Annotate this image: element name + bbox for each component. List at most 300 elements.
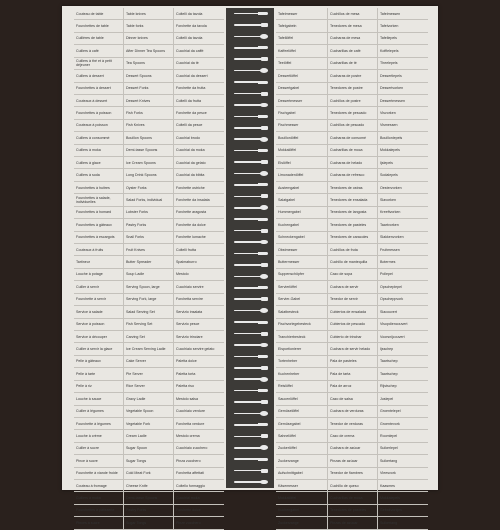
right-cell: Obstmesser bbox=[276, 244, 328, 255]
fork-icon bbox=[234, 58, 266, 60]
right-cell: Cuchillos de mesa bbox=[328, 8, 378, 19]
left-cell: Tea Spoons bbox=[124, 58, 174, 69]
right-cell: Cuchillo de mantequilla bbox=[328, 256, 378, 267]
left-cell: Serving Spoon, large bbox=[124, 281, 174, 292]
right-cell: Tenedores de mesa bbox=[328, 20, 378, 31]
left-table-row bbox=[74, 232, 224, 244]
left-cell: Fourchettes à dessert bbox=[74, 83, 124, 94]
right-cell: Buttermesser bbox=[276, 256, 328, 267]
right-table-row bbox=[276, 83, 428, 95]
left-table-row bbox=[74, 120, 224, 132]
left-cell: Pinze zucchero bbox=[176, 520, 201, 525]
knife-icon bbox=[234, 458, 266, 460]
right-cell: Gebakvorkjes bbox=[380, 508, 402, 513]
left-cell: Forchette dolce bbox=[176, 508, 201, 513]
right-cell: Tafelmessen bbox=[380, 11, 401, 16]
right-cell: Cubiertos de pescado bbox=[328, 319, 378, 330]
right-table-row bbox=[276, 58, 428, 70]
fork-icon bbox=[234, 401, 266, 403]
right-cell: Koffielepels bbox=[380, 48, 399, 53]
right-cell: Salatgabel bbox=[276, 194, 328, 205]
left-cell: Dessert Spoons bbox=[124, 70, 174, 81]
right-cell: Mokkalöffel bbox=[276, 145, 328, 156]
right-table-row bbox=[276, 120, 428, 132]
left-cell: Forchette da dolce bbox=[176, 222, 206, 227]
left-table-row bbox=[74, 8, 224, 20]
left-cell: Butter Spreader bbox=[124, 256, 174, 267]
right-table bbox=[276, 8, 428, 530]
right-cell: Kuchengabel bbox=[276, 505, 328, 516]
left-cell: Table forks bbox=[124, 20, 174, 31]
right-cell: Cucharillas de té bbox=[328, 58, 378, 69]
fork-icon bbox=[234, 230, 266, 232]
right-table-row bbox=[276, 455, 428, 467]
right-cell: Dessertvorken bbox=[380, 86, 404, 91]
left-cell: Ice Cream Spoons bbox=[124, 157, 174, 168]
left-cell: Fruit Knives bbox=[124, 244, 174, 255]
spoon-icon bbox=[234, 104, 266, 106]
right-cell: Tenedores de postre bbox=[328, 83, 378, 94]
left-table-row bbox=[74, 331, 224, 343]
left-cell: Cuillers à consommé bbox=[74, 132, 124, 143]
knife-icon bbox=[234, 253, 266, 255]
spoon-icon bbox=[234, 310, 266, 312]
right-cell: Cuchillos de pescado bbox=[328, 120, 378, 131]
right-table-row bbox=[276, 306, 428, 318]
right-table-row bbox=[276, 232, 428, 244]
knife-icon bbox=[234, 81, 266, 83]
right-cell: Groentevork bbox=[380, 421, 400, 426]
right-table-row bbox=[276, 319, 428, 331]
right-cell: Cuchillos de fruta bbox=[328, 244, 378, 255]
right-table-row bbox=[276, 381, 428, 393]
right-table-row bbox=[276, 20, 428, 32]
right-cell: Cuchara de verduras bbox=[328, 406, 378, 417]
left-table-row bbox=[74, 368, 224, 380]
left-table-row bbox=[74, 256, 224, 268]
right-cell: Bouillonlöffel bbox=[276, 132, 328, 143]
spoon-icon bbox=[234, 138, 266, 140]
left-cell: Paletta torta bbox=[176, 371, 196, 376]
spoon-icon bbox=[234, 344, 266, 346]
right-cell: Pala de tarta bbox=[328, 368, 378, 379]
right-cell: Zuckerzange bbox=[276, 517, 328, 528]
left-cell: Fourchettes à homard bbox=[74, 207, 124, 218]
right-cell: Cuchara de servir bbox=[328, 281, 378, 292]
left-cell: Rice Server bbox=[124, 381, 174, 392]
left-cell: Dessert Forks bbox=[124, 83, 174, 94]
left-cell: Lobster Forks bbox=[124, 207, 174, 218]
left-cell: Pinces à sucre bbox=[74, 517, 124, 528]
fork-icon bbox=[234, 196, 266, 198]
left-cell: Pelle à gâteaux bbox=[74, 356, 124, 367]
right-cell: Mokkalepels bbox=[380, 148, 400, 153]
left-cell: Cucchiai da caffè bbox=[176, 48, 204, 53]
right-cell: Aufschnittgabel bbox=[276, 468, 328, 479]
left-cell: Tartineur bbox=[74, 256, 124, 267]
left-cell: Louche à sauce bbox=[74, 393, 124, 404]
right-table-row bbox=[276, 70, 428, 82]
left-cell: Fourchette à servir bbox=[74, 294, 124, 305]
right-cell: Dessertlepels bbox=[380, 73, 402, 78]
right-cell: Fruitmessen bbox=[380, 247, 400, 252]
left-table-row bbox=[74, 294, 224, 306]
left-cell: Long Drink Spoons bbox=[124, 169, 174, 180]
left-table-row bbox=[74, 145, 224, 157]
left-cell: Fourchettes à gâteaux bbox=[74, 219, 124, 230]
right-cell: Tenedores de langosta bbox=[328, 207, 378, 218]
left-cell: Forchette ostriche bbox=[176, 185, 205, 190]
right-cell: Zuckerlöffel bbox=[276, 443, 328, 454]
right-cell: Suikerlepel bbox=[380, 446, 398, 451]
left-cell: Fourchettes à huitres bbox=[74, 182, 124, 193]
right-table-row bbox=[276, 468, 428, 480]
left-cell: Coltello formaggio bbox=[176, 483, 205, 488]
right-cell: Suppenschöpfer bbox=[276, 269, 328, 280]
right-table-row bbox=[276, 182, 428, 194]
fork-icon bbox=[234, 93, 266, 95]
left-table-row bbox=[74, 281, 224, 293]
left-table-row bbox=[74, 381, 224, 393]
left-cell: Spalmaburro bbox=[176, 260, 197, 265]
left-cell: After Dinner Tea Spoons bbox=[124, 45, 174, 56]
left-cell: Paletta riso bbox=[176, 384, 194, 389]
right-cell: Kaasmes bbox=[380, 483, 395, 488]
left-cell: Servizio pesce bbox=[176, 322, 200, 327]
left-cell: Cucchiai da dessert bbox=[176, 73, 208, 78]
left-cell: Vegetable Spoon bbox=[124, 406, 174, 417]
left-cell: Bouillon Spoons bbox=[124, 132, 174, 143]
knife-icon bbox=[234, 184, 266, 186]
right-table-row bbox=[276, 169, 428, 181]
right-cell: Teelöffel bbox=[276, 58, 328, 69]
right-cell: Servierlöffel bbox=[276, 281, 328, 292]
left-cell: Mestolo salsa bbox=[176, 396, 198, 401]
right-cell: Saucenlöffel bbox=[276, 393, 328, 404]
right-cell: Tafelmesser bbox=[276, 8, 328, 19]
left-cell: Servizio insalata bbox=[176, 309, 203, 314]
left-table-row bbox=[74, 468, 224, 480]
right-cell: Kuchengabel bbox=[276, 219, 328, 230]
left-cell: Cuillers à glace bbox=[74, 157, 124, 168]
right-cell: Austerngabel bbox=[276, 182, 328, 193]
right-table-row bbox=[276, 157, 428, 169]
right-cell: Tenedor de fiambres bbox=[328, 468, 378, 479]
right-table-row bbox=[276, 331, 428, 343]
right-cell: Käsemesser bbox=[276, 480, 328, 491]
left-cell: Couteaux à fruits bbox=[74, 244, 124, 255]
right-table-row bbox=[276, 356, 428, 368]
left-cell: Pastry Forks bbox=[124, 505, 174, 516]
right-cell: Opscheplepel bbox=[380, 284, 402, 289]
right-cell: Slakkenvorken bbox=[380, 235, 404, 240]
left-cell: Cuillers à dessert bbox=[74, 70, 124, 81]
right-cell: Tenedores de pasteles bbox=[328, 219, 378, 230]
right-table-row bbox=[276, 294, 428, 306]
left-cell: Cucchiaio zucchero bbox=[176, 446, 208, 451]
left-cell: Cuillers à moka bbox=[74, 145, 124, 156]
left-table-row bbox=[74, 157, 224, 169]
left-table-row bbox=[74, 132, 224, 144]
right-table-row bbox=[276, 343, 428, 355]
right-table-row bbox=[276, 517, 428, 529]
right-cell: Visvorken bbox=[380, 110, 396, 115]
right-cell: Kreeftvorken bbox=[380, 210, 401, 215]
right-table-row bbox=[276, 95, 428, 107]
right-cell: Gemüselöffel bbox=[276, 406, 328, 417]
right-cell: Tenedores de ostras bbox=[328, 182, 378, 193]
right-cell: Limonadenlöffel bbox=[276, 169, 328, 180]
left-cell: Serving Fork, large bbox=[124, 294, 174, 305]
left-table-row bbox=[74, 269, 224, 281]
left-cell: Coltelli da tavola bbox=[176, 36, 203, 41]
left-cell: Sugar Tongs bbox=[124, 455, 174, 466]
right-table-row bbox=[276, 207, 428, 219]
knife-icon bbox=[234, 150, 266, 152]
left-table-row bbox=[74, 418, 224, 430]
left-table-row bbox=[74, 356, 224, 368]
right-cell: Fischvorlegebesteck bbox=[276, 319, 328, 330]
left-cell: Fish Knives bbox=[124, 120, 174, 131]
left-cell: Service à poisson bbox=[74, 319, 124, 330]
right-cell: Tenedor de servir bbox=[328, 294, 378, 305]
right-cell: Cazo de crema bbox=[328, 430, 378, 441]
left-cell: Pie Server bbox=[124, 368, 174, 379]
right-cell: Fischmesser bbox=[276, 120, 328, 131]
left-cell: Couteau de table bbox=[74, 8, 124, 19]
left-table-row bbox=[74, 95, 224, 107]
right-cell: Kaffeelöffel bbox=[276, 45, 328, 56]
right-table-row bbox=[276, 219, 428, 231]
right-table-row bbox=[276, 443, 428, 455]
right-table-row bbox=[276, 281, 428, 293]
right-cell: Cucharas de helado bbox=[328, 157, 378, 168]
left-table-row bbox=[74, 219, 224, 231]
right-table-row bbox=[276, 8, 428, 20]
left-cell: Forchette da tavola bbox=[176, 24, 207, 29]
cutlery-chart-poster bbox=[62, 6, 438, 525]
right-cell: Dessertgabel bbox=[276, 83, 328, 94]
left-cell: Mestolo crema bbox=[176, 433, 200, 438]
left-cell: Forchette da pesce bbox=[176, 110, 207, 115]
left-cell: Pastry Forks bbox=[124, 219, 174, 230]
fork-icon bbox=[234, 333, 266, 335]
left-cell: Sugar Spoon bbox=[124, 443, 174, 454]
left-cell: Sugar Tongs bbox=[124, 517, 174, 528]
right-cell: Cuchara de azúcar bbox=[328, 443, 378, 454]
left-cell: Forchette lumache bbox=[176, 235, 206, 240]
left-cell: Fourchettes de table bbox=[74, 20, 124, 31]
right-cell: Cubierto de trinchar bbox=[328, 331, 378, 342]
spoon-icon bbox=[234, 241, 266, 243]
left-cell: Couteau à fromage bbox=[74, 480, 124, 491]
knife-icon bbox=[234, 390, 266, 392]
right-cell: Sodalepels bbox=[380, 173, 398, 178]
right-table-row bbox=[276, 256, 428, 268]
left-cell: Cuiller à servir bbox=[74, 281, 124, 292]
right-cell: Ijslepels bbox=[380, 160, 393, 165]
fork-icon bbox=[234, 367, 266, 369]
spoon-icon bbox=[234, 413, 266, 415]
left-cell: Cucchiai da gelato bbox=[176, 160, 206, 165]
left-cell: Coltelli frutta bbox=[176, 247, 196, 252]
right-cell: Dessertmesser bbox=[276, 95, 328, 106]
right-cell: Tafellöffel bbox=[276, 33, 328, 44]
left-table-row bbox=[74, 182, 224, 194]
left-cell: Pinza zucchero bbox=[176, 458, 201, 463]
right-table-row bbox=[276, 269, 428, 281]
right-cell: Taartvorken bbox=[380, 222, 399, 227]
right-cell: Pala de pasteles bbox=[328, 356, 378, 367]
right-cell: Roomlepel bbox=[380, 433, 398, 438]
left-cell: Service à salade bbox=[74, 306, 124, 317]
right-cell: Servier-Gabel bbox=[276, 294, 328, 305]
right-cell: Salatbesteck bbox=[276, 306, 328, 317]
spoon-icon bbox=[234, 36, 266, 38]
left-cell: Pince à sucre bbox=[74, 455, 124, 466]
left-table-row bbox=[74, 83, 224, 95]
left-table-row bbox=[74, 169, 224, 181]
right-cell: Cuchillos de postre bbox=[328, 95, 378, 106]
right-table-row bbox=[276, 132, 428, 144]
right-cell: Rijstschep bbox=[380, 384, 397, 389]
left-cell: Pelle à riz bbox=[74, 381, 124, 392]
left-table-row bbox=[74, 505, 224, 517]
right-cell: Cuchillo de queso bbox=[328, 480, 378, 491]
spoon-icon bbox=[234, 276, 266, 278]
left-cell: Cucchiaio verdure bbox=[176, 409, 205, 414]
cutlery-illustration-stripe bbox=[226, 8, 274, 488]
right-cell: Oestervorken bbox=[380, 185, 402, 190]
left-cell: Cuillers à moka bbox=[74, 492, 124, 503]
left-cell: Forchette da insalata bbox=[176, 197, 210, 202]
right-table-row bbox=[276, 107, 428, 119]
right-cell: Pinzas de azúcar bbox=[328, 455, 378, 466]
right-table-row bbox=[276, 480, 428, 492]
right-table-row bbox=[276, 244, 428, 256]
left-cell: Cuiller à légumes bbox=[74, 406, 124, 417]
right-cell: Kuchenheber bbox=[276, 368, 328, 379]
right-cell: Hummergabel bbox=[276, 207, 328, 218]
left-cell: Cuillers à soda bbox=[74, 169, 124, 180]
left-cell: Soup Ladle bbox=[124, 269, 174, 280]
right-cell: Vleesvork bbox=[380, 471, 396, 476]
right-cell: Cuchara de servir helado bbox=[328, 343, 378, 354]
left-cell: Fourchettes à poisson bbox=[74, 107, 124, 118]
left-table-row bbox=[74, 393, 224, 405]
knife-icon bbox=[234, 424, 266, 426]
left-table-row bbox=[74, 244, 224, 256]
right-cell: Voorsnijcouvert bbox=[380, 334, 405, 339]
right-cell: Cucharas de consomé bbox=[328, 132, 378, 143]
left-table-row bbox=[74, 194, 224, 206]
left-cell: Cuillères de table bbox=[74, 33, 124, 44]
right-cell: Slacouvert bbox=[380, 309, 397, 314]
fork-icon bbox=[234, 24, 266, 26]
left-cell: Vegetable Fork bbox=[124, 418, 174, 429]
left-cell: Demi-tasse Spoons bbox=[124, 145, 174, 156]
spoon-icon bbox=[234, 207, 266, 209]
left-cell: Cucchiaio servire bbox=[176, 284, 204, 289]
left-cell: Forchetta verdure bbox=[176, 421, 205, 426]
right-cell: Slavorken bbox=[380, 197, 396, 202]
right-cell: Cucharillas de moca bbox=[328, 145, 378, 156]
left-cell: Table knives bbox=[124, 8, 174, 19]
left-cell: Cheese Knife bbox=[124, 480, 174, 491]
fork-icon bbox=[234, 264, 266, 266]
left-cell: Cream Ladle bbox=[124, 430, 174, 441]
left-table-row bbox=[74, 480, 224, 492]
right-cell: Cucharillas de moca bbox=[328, 492, 378, 503]
right-cell: Pollepel bbox=[380, 272, 393, 277]
knife-icon bbox=[234, 356, 266, 358]
right-cell: Eisportionierer bbox=[276, 343, 328, 354]
left-cell: Cake Server bbox=[124, 356, 174, 367]
left-cell: Fourchette à légumes bbox=[74, 418, 124, 429]
left-cell: Fourchettes à escargots bbox=[74, 232, 124, 243]
right-cell: Tenedores de ensalada bbox=[328, 194, 378, 205]
right-cell: Tranchierbesteck bbox=[276, 331, 328, 342]
right-table-row bbox=[276, 505, 428, 517]
right-cell: Cucharas de refresco bbox=[328, 169, 378, 180]
left-cell: Forchetta affettati bbox=[176, 471, 204, 476]
left-table-row bbox=[74, 20, 224, 32]
left-cell: Cucchiai moka bbox=[176, 496, 200, 501]
right-table-row bbox=[276, 368, 428, 380]
left-cell: Dessert Knives bbox=[124, 95, 174, 106]
left-cell: Cuillers à café bbox=[74, 45, 124, 56]
left-cell: Fourchettes à pâtisserie bbox=[74, 505, 124, 516]
knife-icon bbox=[234, 218, 266, 220]
right-cell: Vismessen bbox=[380, 123, 398, 128]
right-cell: Mokkalepels bbox=[380, 496, 400, 501]
right-cell: Dessertlöffel bbox=[276, 70, 328, 81]
knife-icon bbox=[234, 13, 266, 15]
left-table-row bbox=[74, 70, 224, 82]
left-cell: Cucchiai da moka bbox=[176, 148, 205, 153]
left-cell: Forchette da frutta bbox=[176, 86, 206, 91]
left-table-row bbox=[74, 319, 224, 331]
right-cell: Eislöffel bbox=[276, 157, 328, 168]
left-table-row bbox=[74, 430, 224, 442]
right-cell: Fischgabel bbox=[276, 107, 328, 118]
left-cell: Snail Forks bbox=[124, 232, 174, 243]
knife-icon bbox=[234, 287, 266, 289]
knife-icon bbox=[234, 116, 266, 118]
spoon-icon bbox=[234, 481, 266, 483]
knife-icon bbox=[234, 47, 266, 49]
right-cell: Theelepels bbox=[380, 61, 398, 66]
right-cell: Pinzas de azúcar bbox=[328, 517, 378, 528]
fork-icon bbox=[234, 436, 266, 438]
right-cell: Zuckerzange bbox=[276, 455, 328, 466]
left-cell: Coltelli da frutta bbox=[176, 98, 201, 103]
left-cell: Fish Forks bbox=[124, 107, 174, 118]
left-cell: Couteaux à poisson bbox=[74, 120, 124, 131]
right-cell: Tortenheber bbox=[276, 356, 328, 367]
left-table-row bbox=[74, 107, 224, 119]
left-cell: Salad Forks, individual bbox=[124, 194, 174, 205]
left-cell: Cucchiai da tè bbox=[176, 61, 199, 66]
left-cell: Fourchette à viande froide bbox=[74, 468, 124, 479]
right-cell: Cubiertos de ensalada bbox=[328, 306, 378, 317]
right-cell: Cucharas de mesa bbox=[328, 33, 378, 44]
right-table-row bbox=[276, 418, 428, 430]
spoon-icon bbox=[234, 378, 266, 380]
right-table-row bbox=[276, 45, 428, 57]
left-cell: Coltelli da pesce bbox=[176, 123, 203, 128]
left-cell: Forchette aragosta bbox=[176, 210, 207, 215]
